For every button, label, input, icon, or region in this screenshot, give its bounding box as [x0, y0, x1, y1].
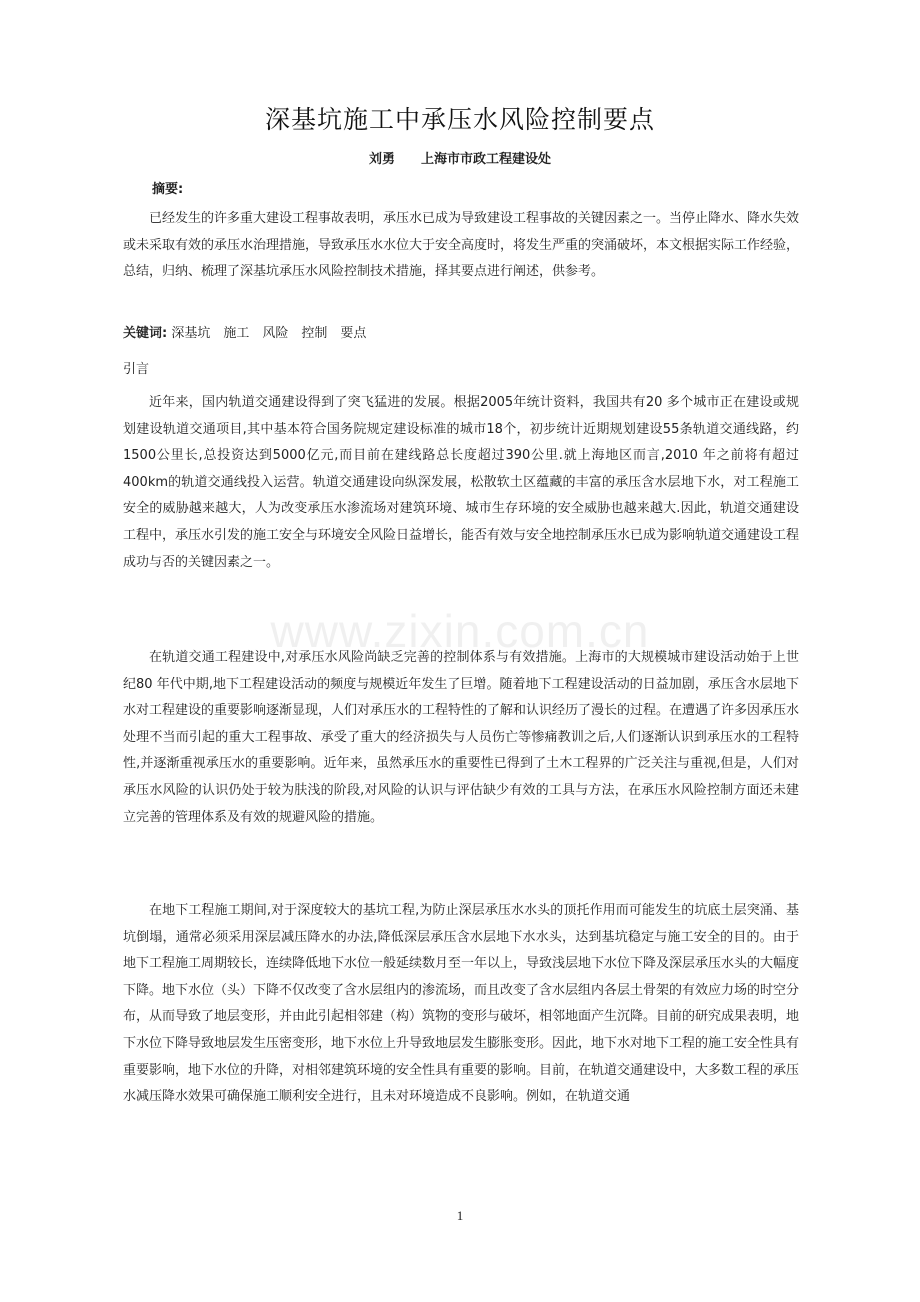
paragraph-3: 在地下工程施工期间,对于深度较大的基坑工程,为防止深层承压水水头的顶托作用而可能发生的坑底土层突涌、基坑倒塌，通常必须采用深层减压降水的办法,降低深层承压含水层地下水水头，达到基坑稳定与施工安全的目的。由于地下工程施工周期较长，连续降低地下水位一般延续数月至一年以上，导致浅层地下水位下降及深层承压水头的大幅度下降。地下水位（头）下降不仅改变了含水层组内的渗流场，而且改变了含水层组内各层土骨架的有效应力场的时空分布，从而导致了地层变形，并由此引起相邻建（构）筑物的变形与破坏，相邻地面产生沉降。目前的研究成果表明，地下水位下降导致地层发生压密变形，地下水位上升导致地层发生膨胀变形。因此，地下水对地下工程的施工安全性具有重要影响，地下水位的升降，对相邻建筑环境的安全性具有重要的影响。目前，在轨道交通建设中，大多数工程的承压水减压降水效果可确保施工顺利安全进行，且未对环境造成不良影响。例如，在轨道交通 — [123, 903, 800, 1105]
author-affiliation: 上海市市政工程建设处 — [421, 152, 552, 167]
page-number: 1 — [456, 1208, 464, 1223]
author-line — [0, 148, 920, 167]
paragraph-2: 在轨道交通工程建设中,对承压水风险尚缺乏完善的控制体系与有效措施。上海市的大规模城市建设活动始于上世纪80 年代中期,地下工程建设活动的频度与规模近年发生了巨增。随着地下工程建设活动的日益加剧，承压含水层地下水对工程建设的重要影响逐渐显现，人们对承压水的工程特性的了解和认识经历了漫长的过程。在遭遇了许多因承压水处理不当而引起的重大工程事故、承受了重大的经济损失与人员伤亡等惨痛教训之后,人们逐渐认识到承压水的工程特性,并逐渐重视承压水的重要影响。近年来，虽然承压水的重要性已得到了土木工程界的广泛关注与重视,但是，人们对承压水风险的认识仍处于较为肤浅的阶段,对风险的认识与评估缺少有效的工具与方法，在承压水风险控制方面还未建立完善的管理体系及有效的规避风险的措施。 — [123, 650, 800, 825]
section-heading: 引言 — [123, 362, 150, 377]
keywords-label: 关键词: — [123, 326, 168, 341]
author-name: 刘勇 — [368, 152, 395, 167]
document-title: 深基坑施工中承压水风险控制要点 — [264, 105, 655, 134]
keywords-list: 深基坑 施工 风险 控制 要点 — [171, 326, 367, 341]
abstract-text: 已经发生的许多重大建设工程事故表明，承压水已成为导致建设工程事故的关键因素之一。当停止降水、降水失效或未采取有效的承压水治理措施，导致承压水水位大于安全高度时，将发生严重的突涌破坏，本文根据实际工作经验，总结，归纳、梳理了深基坑承压水风险控制技术措施，择其要点进行阐述，供参考。 — [123, 211, 800, 280]
abstract-label: 摘要: — [152, 182, 184, 197]
keywords-line — [123, 322, 366, 341]
watermark: www.zixin.com.cn — [270, 605, 650, 657]
paragraph-1: 近年来，国内轨道交通建设得到了突飞猛进的发展。根据2005年统计资料，我国共有20 多个城市正在建设或规划建设轨道交通项目,其中基本符合国务院规定建设标准的城市18个，初步统计近期规划建设55条轨道交通线路，约1500公里长,总投资达到5000亿元,而目前在建线路总长度超过390公里.就上海地区而言,2010 年之前将有超过400km的轨道交通线投入运营。轨道交通建设向纵深发展，松散软土区蕴藏的丰富的承压含水层地下水，对工程施工安全的威胁越来越大，人为改变承压水渗流场对建筑环境、城市生存环境的安全威胁也越来越大.因此，轨道交通建设工程中，承压水引发的施工安全与环境安全风险日益增长，能否有效与安全地控制承压水已成为影响轨道交通建设工程成功与否的关键因素之一。 — [123, 395, 800, 570]
